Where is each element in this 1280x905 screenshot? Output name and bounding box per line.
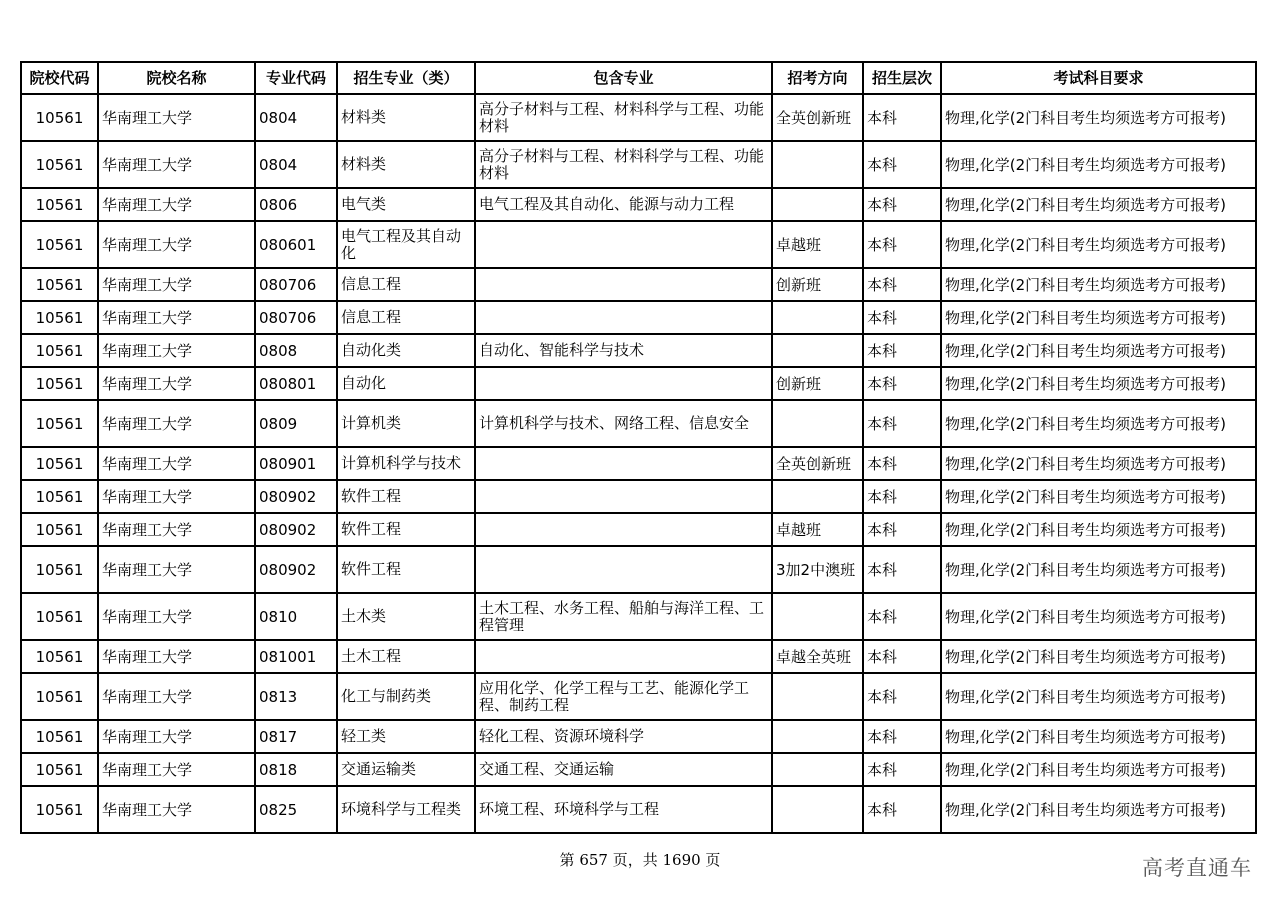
- cell-school-code: 10561: [21, 301, 98, 334]
- cell-major: 电气类: [337, 188, 475, 221]
- cell-subject-requirements: 物理,化学(2门科目考生均须选考方可报考): [941, 447, 1256, 480]
- cell-school-code: 10561: [21, 593, 98, 640]
- cell-level: 本科: [863, 400, 941, 447]
- cell-school-name: 华南理工大学: [98, 268, 255, 301]
- cell-school-code: 10561: [21, 367, 98, 400]
- header-row: [21, 62, 1256, 94]
- cell-included-majors: 自动化、智能科学与技术: [475, 334, 772, 367]
- cell-major: 计算机类: [337, 400, 475, 447]
- cell-level: 本科: [863, 94, 941, 141]
- cell-major-code: 080706: [255, 268, 337, 301]
- cell-school-code: 10561: [21, 221, 98, 268]
- cell-included-majors: 轻化工程、资源环境科学: [475, 720, 772, 753]
- cell-major-code: 0825: [255, 786, 337, 833]
- cell-major: 信息工程: [337, 301, 475, 334]
- cell-school-name: 华南理工大学: [98, 546, 255, 593]
- cell-included-majors: 计算机科学与技术、网络工程、信息安全: [475, 400, 772, 447]
- cell-direction: [772, 334, 863, 367]
- cell-direction: 3加2中澳班: [772, 546, 863, 593]
- table-row: [21, 786, 1256, 833]
- header-school-name: 院校名称: [98, 62, 255, 94]
- cell-level: 本科: [863, 447, 941, 480]
- cell-major: 化工与制药类: [337, 673, 475, 720]
- admissions-table: [20, 61, 1257, 834]
- cell-school-code: 10561: [21, 141, 98, 188]
- cell-school-name: 华南理工大学: [98, 367, 255, 400]
- cell-major-code: 0817: [255, 720, 337, 753]
- cell-level: 本科: [863, 786, 941, 833]
- cell-school-name: 华南理工大学: [98, 786, 255, 833]
- cell-subject-requirements: 物理,化学(2门科目考生均须选考方可报考): [941, 334, 1256, 367]
- cell-major: 环境科学与工程类: [337, 786, 475, 833]
- cell-major-code: 0804: [255, 141, 337, 188]
- cell-school-code: 10561: [21, 94, 98, 141]
- table-row: [21, 513, 1256, 546]
- table-row: [21, 593, 1256, 640]
- cell-major-code: 080902: [255, 546, 337, 593]
- cell-direction: [772, 786, 863, 833]
- cell-subject-requirements: 物理,化学(2门科目考生均须选考方可报考): [941, 141, 1256, 188]
- cell-level: 本科: [863, 221, 941, 268]
- cell-direction: 卓越班: [772, 221, 863, 268]
- cell-school-name: 华南理工大学: [98, 753, 255, 786]
- page-number: 第 657 页，共 1690 页: [559, 851, 721, 869]
- cell-major-code: 080706: [255, 301, 337, 334]
- cell-level: 本科: [863, 334, 941, 367]
- table-header: [21, 62, 1256, 94]
- table-row: [21, 480, 1256, 513]
- cell-subject-requirements: 物理,化学(2门科目考生均须选考方可报考): [941, 640, 1256, 673]
- cell-subject-requirements: 物理,化学(2门科目考生均须选考方可报考): [941, 673, 1256, 720]
- cell-direction: [772, 753, 863, 786]
- cell-school-name: 华南理工大学: [98, 447, 255, 480]
- table-row: [21, 367, 1256, 400]
- cell-subject-requirements: 物理,化学(2门科目考生均须选考方可报考): [941, 221, 1256, 268]
- cell-included-majors: 高分子材料与工程、材料科学与工程、功能材料: [475, 94, 772, 141]
- cell-major-code: 0806: [255, 188, 337, 221]
- cell-school-name: 华南理工大学: [98, 94, 255, 141]
- cell-school-name: 华南理工大学: [98, 673, 255, 720]
- cell-school-name: 华南理工大学: [98, 221, 255, 268]
- cell-subject-requirements: 物理,化学(2门科目考生均须选考方可报考): [941, 301, 1256, 334]
- cell-direction: 全英创新班: [772, 447, 863, 480]
- cell-subject-requirements: 物理,化学(2门科目考生均须选考方可报考): [941, 480, 1256, 513]
- cell-subject-requirements: 物理,化学(2门科目考生均须选考方可报考): [941, 720, 1256, 753]
- header-school-code: 院校代码: [21, 62, 98, 94]
- cell-direction: 创新班: [772, 367, 863, 400]
- cell-included-majors: [475, 268, 772, 301]
- cell-level: 本科: [863, 546, 941, 593]
- cell-included-majors: 电气工程及其自动化、能源与动力工程: [475, 188, 772, 221]
- cell-direction: 卓越班: [772, 513, 863, 546]
- table-row: [21, 720, 1256, 753]
- cell-school-name: 华南理工大学: [98, 141, 255, 188]
- cell-major-code: 0808: [255, 334, 337, 367]
- cell-major: 电气工程及其自动化: [337, 221, 475, 268]
- cell-direction: 全英创新班: [772, 94, 863, 141]
- cell-included-majors: [475, 301, 772, 334]
- cell-included-majors: [475, 640, 772, 673]
- cell-school-name: 华南理工大学: [98, 480, 255, 513]
- cell-school-code: 10561: [21, 188, 98, 221]
- table-row: [21, 141, 1256, 188]
- header-subject-requirements: 考试科目要求: [941, 62, 1256, 94]
- cell-level: 本科: [863, 268, 941, 301]
- table-row: [21, 753, 1256, 786]
- cell-school-code: 10561: [21, 480, 98, 513]
- table-row: [21, 94, 1256, 141]
- cell-major-code: 0818: [255, 753, 337, 786]
- cell-major: 自动化类: [337, 334, 475, 367]
- cell-included-majors: 交通工程、交通运输: [475, 753, 772, 786]
- cell-included-majors: [475, 546, 772, 593]
- cell-school-code: 10561: [21, 268, 98, 301]
- cell-level: 本科: [863, 673, 941, 720]
- cell-school-name: 华南理工大学: [98, 720, 255, 753]
- cell-major: 软件工程: [337, 513, 475, 546]
- cell-level: 本科: [863, 513, 941, 546]
- cell-included-majors: [475, 447, 772, 480]
- cell-level: 本科: [863, 141, 941, 188]
- cell-direction: [772, 400, 863, 447]
- cell-school-code: 10561: [21, 400, 98, 447]
- header-level: 招生层次: [863, 62, 941, 94]
- cell-major: 计算机科学与技术: [337, 447, 475, 480]
- cell-direction: [772, 593, 863, 640]
- cell-major-code: 0813: [255, 673, 337, 720]
- cell-direction: 创新班: [772, 268, 863, 301]
- cell-school-code: 10561: [21, 720, 98, 753]
- cell-school-code: 10561: [21, 513, 98, 546]
- cell-direction: [772, 720, 863, 753]
- table-row: [21, 546, 1256, 593]
- cell-included-majors: 高分子材料与工程、材料科学与工程、功能材料: [475, 141, 772, 188]
- cell-included-majors: [475, 513, 772, 546]
- table-row: [21, 301, 1256, 334]
- cell-major-code: 0810: [255, 593, 337, 640]
- cell-subject-requirements: 物理,化学(2门科目考生均须选考方可报考): [941, 753, 1256, 786]
- cell-subject-requirements: 物理,化学(2门科目考生均须选考方可报考): [941, 400, 1256, 447]
- cell-major: 土木类: [337, 593, 475, 640]
- cell-level: 本科: [863, 367, 941, 400]
- cell-included-majors: 土木工程、水务工程、船舶与海洋工程、工程管理: [475, 593, 772, 640]
- table-row: [21, 400, 1256, 447]
- cell-direction: [772, 480, 863, 513]
- cell-school-code: 10561: [21, 753, 98, 786]
- header-direction: 招考方向: [772, 62, 863, 94]
- cell-included-majors: 环境工程、环境科学与工程: [475, 786, 772, 833]
- table-row: [21, 447, 1256, 480]
- cell-included-majors: [475, 221, 772, 268]
- cell-major: 交通运输类: [337, 753, 475, 786]
- cell-major-code: 0809: [255, 400, 337, 447]
- cell-school-code: 10561: [21, 447, 98, 480]
- cell-major: 软件工程: [337, 546, 475, 593]
- cell-school-name: 华南理工大学: [98, 188, 255, 221]
- cell-major: 软件工程: [337, 480, 475, 513]
- cell-major-code: 080901: [255, 447, 337, 480]
- cell-subject-requirements: 物理,化学(2门科目考生均须选考方可报考): [941, 268, 1256, 301]
- cell-subject-requirements: 物理,化学(2门科目考生均须选考方可报考): [941, 94, 1256, 141]
- cell-level: 本科: [863, 480, 941, 513]
- cell-subject-requirements: 物理,化学(2门科目考生均须选考方可报考): [941, 786, 1256, 833]
- cell-subject-requirements: 物理,化学(2门科目考生均须选考方可报考): [941, 188, 1256, 221]
- cell-school-code: 10561: [21, 334, 98, 367]
- cell-major: 自动化: [337, 367, 475, 400]
- cell-direction: [772, 301, 863, 334]
- cell-direction: [772, 673, 863, 720]
- cell-school-name: 华南理工大学: [98, 593, 255, 640]
- cell-subject-requirements: 物理,化学(2门科目考生均须选考方可报考): [941, 367, 1256, 400]
- cell-level: 本科: [863, 188, 941, 221]
- cell-level: 本科: [863, 640, 941, 673]
- cell-school-name: 华南理工大学: [98, 513, 255, 546]
- cell-subject-requirements: 物理,化学(2门科目考生均须选考方可报考): [941, 593, 1256, 640]
- cell-level: 本科: [863, 753, 941, 786]
- cell-level: 本科: [863, 593, 941, 640]
- cell-major: 材料类: [337, 141, 475, 188]
- cell-school-code: 10561: [21, 673, 98, 720]
- table-row: [21, 268, 1256, 301]
- table-row: [21, 334, 1256, 367]
- header-major: 招生专业（类）: [337, 62, 475, 94]
- cell-school-name: 华南理工大学: [98, 301, 255, 334]
- cell-major-code: 0804: [255, 94, 337, 141]
- cell-major-code: 080801: [255, 367, 337, 400]
- cell-school-name: 华南理工大学: [98, 334, 255, 367]
- cell-subject-requirements: 物理,化学(2门科目考生均须选考方可报考): [941, 513, 1256, 546]
- cell-major: 信息工程: [337, 268, 475, 301]
- cell-direction: [772, 141, 863, 188]
- cell-major: 材料类: [337, 94, 475, 141]
- cell-school-code: 10561: [21, 640, 98, 673]
- cell-major: 土木工程: [337, 640, 475, 673]
- cell-level: 本科: [863, 720, 941, 753]
- watermark: 高考直通车: [1142, 856, 1252, 880]
- cell-included-majors: 应用化学、化学工程与工艺、能源化学工程、制药工程: [475, 673, 772, 720]
- cell-school-code: 10561: [21, 786, 98, 833]
- cell-school-code: 10561: [21, 546, 98, 593]
- table-row: [21, 188, 1256, 221]
- cell-level: 本科: [863, 301, 941, 334]
- table-row: [21, 673, 1256, 720]
- cell-school-name: 华南理工大学: [98, 400, 255, 447]
- cell-subject-requirements: 物理,化学(2门科目考生均须选考方可报考): [941, 546, 1256, 593]
- cell-major-code: 080601: [255, 221, 337, 268]
- header-included-majors: 包含专业: [475, 62, 772, 94]
- table-row: [21, 221, 1256, 268]
- header-major-code: 专业代码: [255, 62, 337, 94]
- cell-major-code: 080902: [255, 513, 337, 546]
- cell-school-name: 华南理工大学: [98, 640, 255, 673]
- cell-included-majors: [475, 367, 772, 400]
- cell-major-code: 081001: [255, 640, 337, 673]
- cell-direction: [772, 188, 863, 221]
- table-row: [21, 640, 1256, 673]
- table-body: [21, 94, 1256, 833]
- cell-major-code: 080902: [255, 480, 337, 513]
- cell-major: 轻工类: [337, 720, 475, 753]
- cell-included-majors: [475, 480, 772, 513]
- cell-direction: 卓越全英班: [772, 640, 863, 673]
